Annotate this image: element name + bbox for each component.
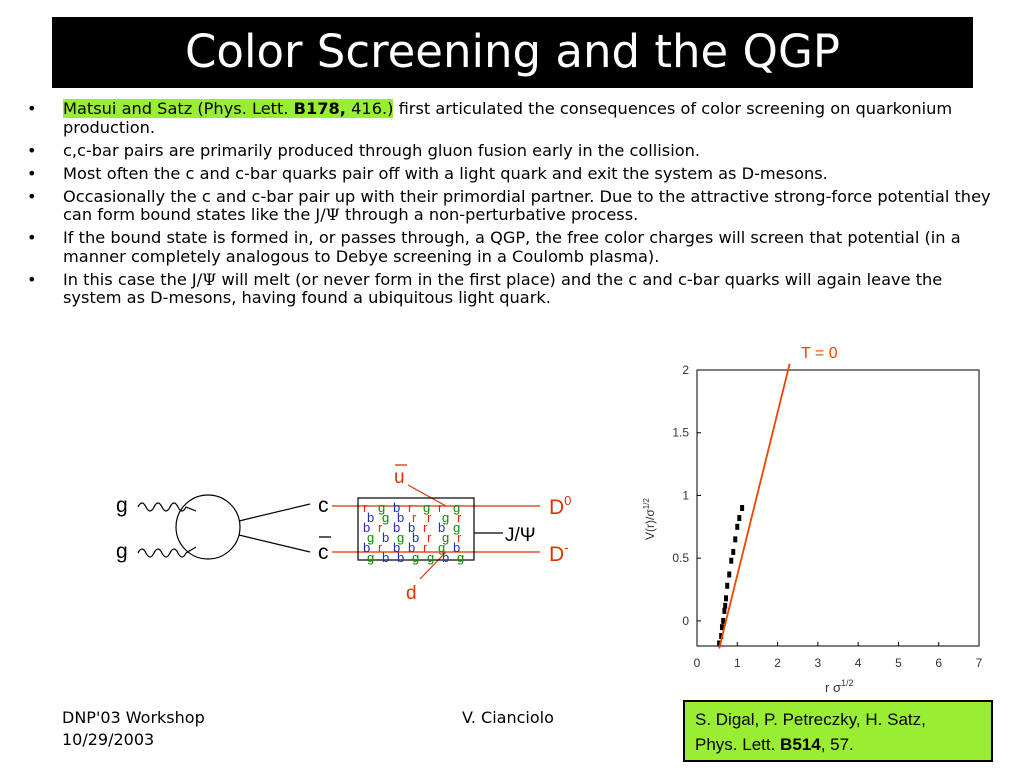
color-charge: r — [427, 530, 432, 545]
y-tick-label: 0.5 — [672, 551, 689, 566]
bullet-item: • Matsui and Satz (Phys. Lett. B178, 416.) first articulated the consequences of color screening on quarkonium production. — [27, 99, 953, 137]
color-charge: b — [438, 520, 446, 535]
color-charge: g — [378, 500, 386, 515]
charm-label: c — [318, 494, 329, 517]
color-charge: g — [442, 510, 450, 525]
y-axis-label: $V(r)/\sigma^{1/2}$ — [642, 498, 657, 540]
charm-line — [239, 504, 310, 521]
dminus-label: D- — [549, 540, 569, 566]
data-point — [737, 515, 741, 521]
color-charge: b — [412, 530, 420, 545]
color-charge: r — [378, 520, 383, 535]
data-point — [729, 558, 733, 564]
color-charge: b — [442, 550, 450, 565]
gluon-label-bottom: g — [116, 540, 128, 563]
color-charge: r — [363, 500, 368, 515]
footer-event — [62, 707, 205, 751]
slide-title: Color Screening and the QGP — [185, 25, 840, 78]
potential-plot — [630, 340, 1000, 700]
gluon-line-top — [138, 503, 196, 511]
color-charge: r — [408, 500, 413, 515]
color-charge: g — [438, 540, 446, 555]
data-point — [740, 505, 744, 511]
color-charge: r — [412, 510, 417, 525]
event-date: 10/29/2003 — [62, 730, 155, 749]
color-charge: b — [382, 530, 390, 545]
data-point — [723, 603, 727, 609]
color-charge: b — [397, 510, 405, 525]
y-tick-label: 0 — [682, 613, 689, 628]
color-charge: g — [453, 500, 461, 515]
x-tick-label: 6 — [935, 656, 943, 670]
color-charge: r — [457, 510, 462, 525]
color-charge: r — [457, 530, 462, 545]
x-tick-label: 4 — [854, 656, 862, 670]
citation-authors: S. Digal, P. Petreczky, H. Satz, — [695, 710, 926, 729]
bullet-item: • In this case the J/Ψ will melt (or never form in the first place) and the c and c-bar quarks will again leave the system as D-mesons, having found a ubiquitous light quark. — [27, 269, 943, 307]
d0-label: $D^0$ — [549, 493, 572, 519]
color-charge: b — [453, 540, 461, 555]
color-charge: g — [397, 530, 405, 545]
x-tick-label: 7 — [975, 656, 983, 670]
color-charge: b — [382, 550, 390, 565]
color-charges — [363, 500, 464, 565]
bullet-list — [24, 100, 1004, 312]
color-charge: g — [427, 550, 435, 565]
bullet-item: • Most often the c and c-bar quarks pair off with a light quark and exit the system as D-mesons. — [27, 163, 828, 183]
y-tick-label: 1 — [682, 488, 689, 503]
bullet-item: • c,c-bar pairs are primarily produced through gluon fusion early in the collision. — [27, 140, 701, 160]
anticharm-line — [239, 535, 310, 552]
x-tick-label: 5 — [895, 656, 902, 670]
y-tick-label: 2 — [682, 363, 689, 377]
x-axis-label: r $\sigma^{1/2}$ — [825, 678, 854, 695]
data-point — [735, 524, 739, 530]
reference-highlight: Matsui and Satz (Phys. Lett. B178, 416.) — [63, 99, 394, 118]
data-point — [725, 583, 729, 589]
data-point — [731, 549, 735, 555]
charm-production-diagram — [100, 455, 600, 615]
gluon-label-top: g — [116, 494, 128, 517]
data-point — [733, 536, 737, 542]
x-tick-label: 1 — [733, 656, 741, 670]
y-tick-label: 1.5 — [672, 425, 689, 440]
citation-box — [683, 700, 993, 762]
color-charge: r — [427, 510, 432, 525]
t0-curve — [719, 364, 790, 649]
footer-author: V. Cianciolo — [462, 708, 554, 727]
color-charge: b — [393, 520, 401, 535]
color-charge: b — [363, 520, 371, 535]
bullet-item: • Occasionally the c and c-bar pair up with their primordial partner. Due to the attractive strong-force potential they can form bound states like the J/Ψ through a non-perturbative process. — [27, 186, 991, 224]
color-charge: g — [367, 530, 375, 545]
color-charge: g — [457, 550, 465, 565]
x-tick-label: 0 — [693, 656, 701, 670]
data-point — [727, 571, 731, 577]
color-charge: g — [382, 510, 390, 525]
color-charge: b — [393, 540, 401, 555]
color-charge: b — [408, 540, 416, 555]
color-charge: r — [438, 500, 443, 515]
plot-data — [717, 505, 744, 646]
color-charge: g — [423, 500, 431, 515]
plot-frame — [697, 370, 979, 646]
color-charge: b — [363, 540, 371, 555]
x-tick-label: 2 — [774, 656, 781, 670]
event-name: DNP'03 Workshop — [62, 708, 205, 727]
color-charge: g — [453, 520, 461, 535]
x-tick-label: 3 — [814, 656, 822, 670]
bullet-item: • If the bound state is formed in, or passes through, a QGP, the free color charges will screen that potential (in a manner completely analogous to Debye screening in a Coulomb plasma). — [27, 228, 961, 266]
data-point — [724, 595, 728, 601]
color-charge: r — [423, 520, 428, 535]
color-charge: r — [423, 540, 428, 555]
color-charge: g — [442, 530, 450, 545]
ubar-label: u — [394, 467, 405, 488]
citation-journal: Phys. Lett. B514, 57. — [695, 735, 854, 754]
d-label: d — [406, 583, 417, 604]
color-charge: g — [367, 550, 375, 565]
color-charge: r — [378, 540, 383, 555]
fusion-vertex — [176, 495, 240, 559]
plot-ticks — [672, 363, 982, 670]
color-charge: b — [367, 510, 375, 525]
jpsi-label: J/Ψ — [505, 525, 536, 546]
color-charge: b — [408, 520, 416, 535]
curve-label: T = 0 — [801, 345, 838, 362]
anticharm-label: c — [318, 541, 329, 564]
color-charge: b — [393, 500, 401, 515]
color-charge: g — [412, 550, 420, 565]
color-charge: b — [397, 550, 405, 565]
title-bar — [52, 17, 973, 88]
